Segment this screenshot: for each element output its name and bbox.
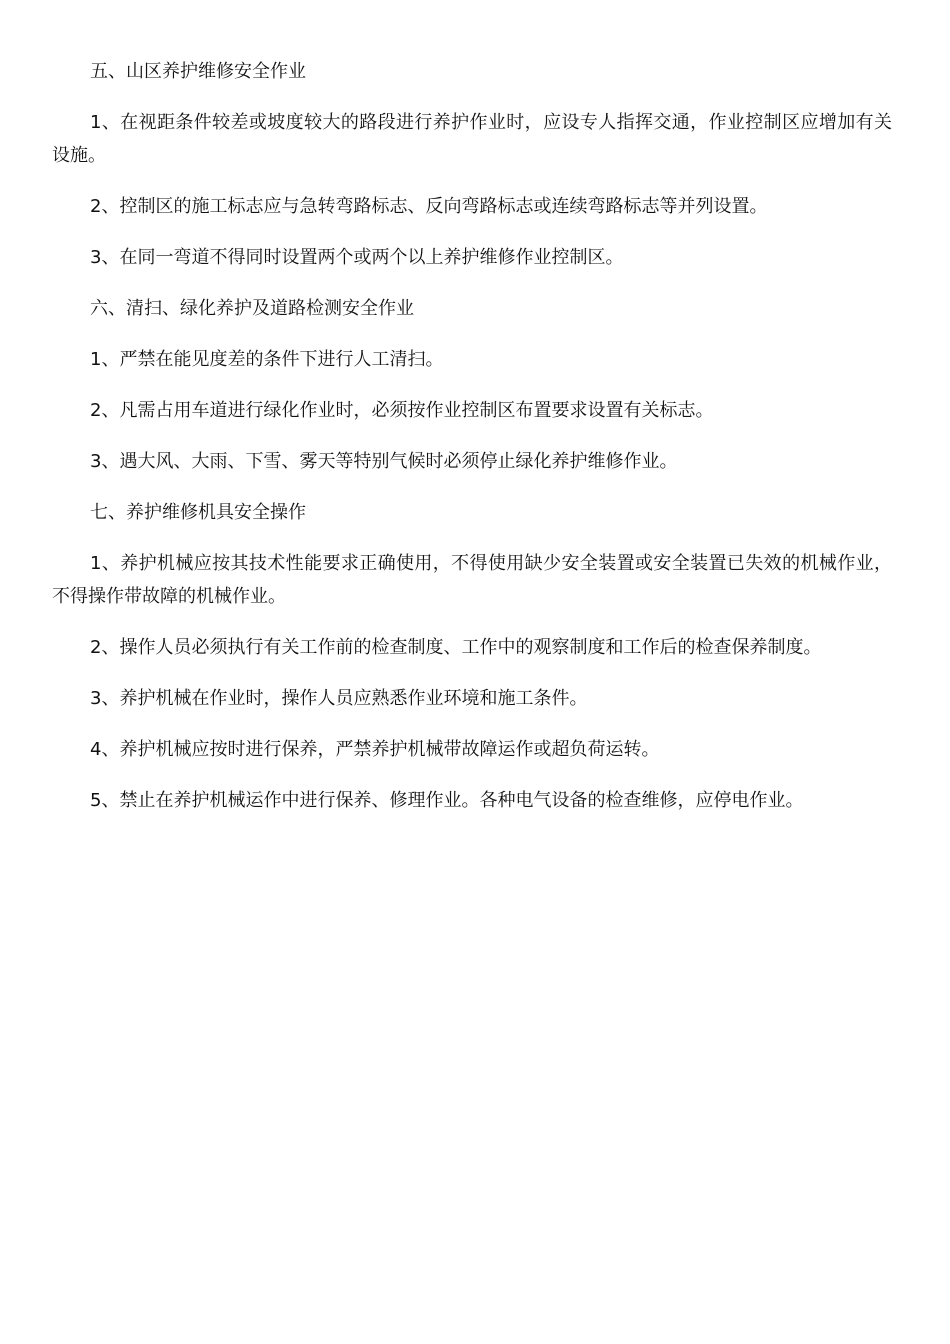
paragraph: 3、在同一弯道不得同时设置两个或两个以上养护维修作业控制区。 <box>90 247 624 268</box>
section-heading-6: 六、清扫、绿化养护及道路检测安全作业 <box>90 298 414 319</box>
document-page <box>52 55 892 835</box>
section-heading-7: 七、养护维修机具安全操作 <box>90 502 306 523</box>
paragraph: 4、养护机械应按时进行保养，严禁养护机械带故障运作或超负荷运转。 <box>90 739 660 760</box>
paragraph: 1、养护机械应按其技术性能要求正确使用，不得使用缺少安全装置或安全装置已失效的机械作业，不得操作带故障的机械作业。 <box>52 553 892 607</box>
paragraph: 2、凡需占用车道进行绿化作业时，必须按作业控制区布置要求设置有关标志。 <box>90 400 714 421</box>
paragraph: 1、严禁在能见度差的条件下进行人工清扫。 <box>90 349 444 370</box>
paragraph: 3、遇大风、大雨、下雪、雾天等特别气候时必须停止绿化养护维修作业。 <box>90 451 678 472</box>
section-heading-5: 五、山区养护维修安全作业 <box>90 61 306 82</box>
paragraph: 3、养护机械在作业时，操作人员应熟悉作业环境和施工条件。 <box>90 688 588 709</box>
paragraph: 5、禁止在养护机械运作中进行保养、修理作业。各种电气设备的检查维修，应停电作业。 <box>90 790 804 811</box>
paragraph: 2、控制区的施工标志应与急转弯路标志、反向弯路标志或连续弯路标志等并列设置。 <box>90 196 768 217</box>
paragraph: 1、在视距条件较差或坡度较大的路段进行养护作业时，应设专人指挥交通，作业控制区应增加有关设施。 <box>52 112 892 166</box>
paragraph: 2、操作人员必须执行有关工作前的检查制度、工作中的观察制度和工作后的检查保养制度。 <box>90 637 822 658</box>
